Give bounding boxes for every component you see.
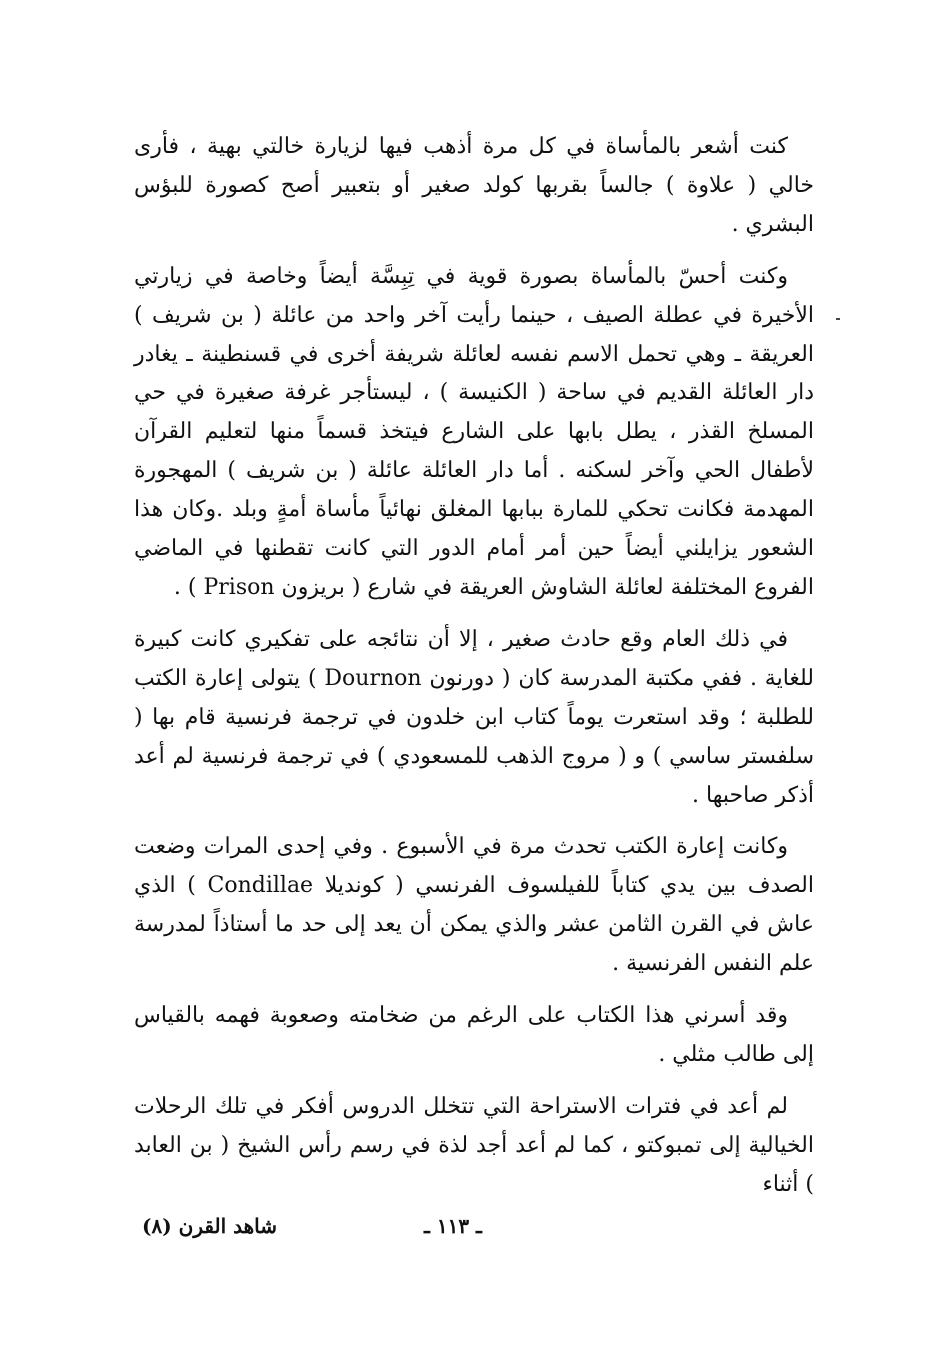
margin-mark	[836, 318, 840, 320]
paragraph-2: وكنت أحسّ بالمأساة بصورة قوية في تِبِسَّة أيضاً وخاصة في زيارتي الأخيرة في عطلة الصيف ، حينما رأيت آخر واحد من عائلة ( بن شريف ) العريقة ـ وهي تحمل الاسم نفسه لعائلة شريفة أخرى في قسنطينة ـ يغادر دار العائلة القديم في ساحة ( الكنيسة ) ، ليستأجر غرفة صغيرة في حي المسلخ القذر ، يطل بابها على الشارع فيتخذ قسماً منها لتعليم القرآن لأطفال الحي وآخر لسكنه . أما دار العائلة عائلة ( بن شريف ) المهجورة المهدمة فكانت تحكي للمارة ببابها المغلق نهائياً مأساة أمةٍ وبلد .وكان هذا الشعور يزايلني أيضاً حين أمر أمام الدور التي كانت تقطنها في الماضي الفروع المختلفة لعائلة الشاوش العريقة في شارع ( بريزون Prison ) .	[134, 263, 814, 600]
page-number: ـ ١١٣ ـ	[424, 1214, 482, 1238]
paragraph-6: لم أعد في فترات الاستراحة التي تتخلل الدروس أفكر في تلك الرحلات الخيالية إلى تمبوكتو ، كما لم أعد أجد لذة في رسم رأس الشيخ ( بن العابد ) أثناء	[134, 1093, 814, 1197]
page-footer	[134, 1214, 814, 1248]
paragraph-1: كنت أشعر بالمأساة في كل مرة أذهب فيها لزيارة خالتي بهية ، فأرى خالي ( علاوة ) جالساً بقربها كولد صغير أو بتعبير أصح كصورة للبؤس البشري .	[134, 134, 814, 237]
paragraph-5: وقد أسرني هذا الكتاب على الرغم من ضخامته وصعوبة فهمه بالقياس إلى طالب مثلي .	[134, 1003, 814, 1067]
page-body	[134, 128, 814, 1205]
paragraph-3: في ذلك العام وقع حادث صغير ، إلا أن نتائجه على تفكيري كانت كبيرة للغاية . ففي مكتبة المدرسة كان ( دورنون Dournon ) يتولى إعارة الكتب للطلبة ؛ وقد استعرت يوماً كتاب ابن خلدون في ترجمة فرنسية قام بها ( سلفستر ساسي ) و ( مروج الذهب للمسعودي ) في ترجمة فرنسية لم أعد أذكر صاحبها .	[134, 626, 814, 808]
book-title: شاهد القرن (٨)	[142, 1214, 277, 1238]
paragraph-4: وكانت إعارة الكتب تحدث مرة في الأسبوع . وفي إحدى المرات وضعت الصدف بين يدي كتاباً للفيلسوف الفرنسي ( كونديلا Condillae ) الذي عاش في القرن الثامن عشر والذي يمكن أن يعد إلى حد ما أستاذاً لمدرسة علم النفس الفرنسية .	[134, 834, 814, 977]
